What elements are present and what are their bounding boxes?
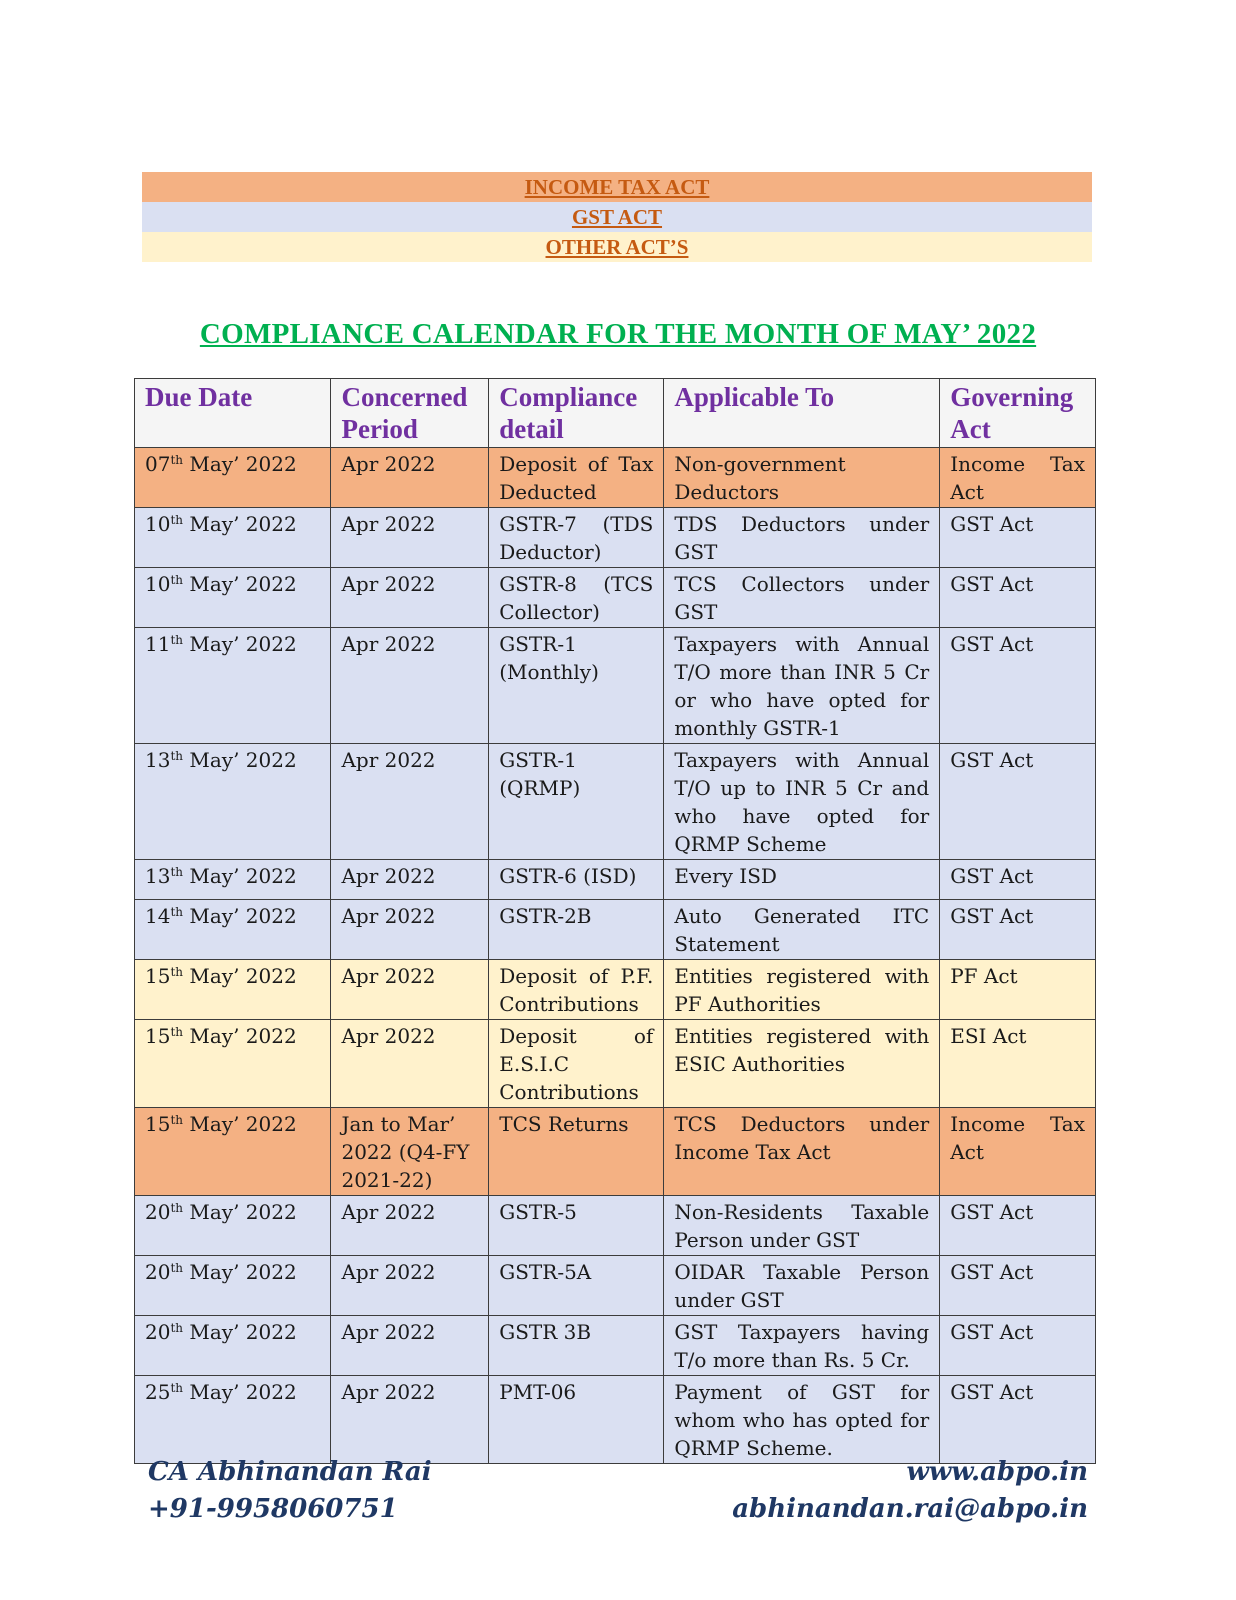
- applicable-to-cell: Entities registered with ESIC Authorities: [664, 1020, 940, 1108]
- due-date-cell: [135, 1196, 331, 1256]
- due-month: May’ 2022: [183, 864, 297, 888]
- due-day: 25: [145, 1380, 171, 1404]
- governing-act-cell: GST Act: [940, 1376, 1096, 1464]
- compliance-detail-cell: GSTR-1 (QRMP): [489, 744, 664, 860]
- compliance-detail-cell: GSTR 3B: [489, 1316, 664, 1376]
- period-cell: Apr 2022: [331, 744, 489, 860]
- day-suffix: th: [170, 1201, 184, 1215]
- due-month: May’ 2022: [183, 904, 297, 928]
- compliance-detail-cell: GSTR-2B: [489, 900, 664, 960]
- applicable-to-cell: TCS Deductors under Income Tax Act: [664, 1108, 940, 1196]
- governing-act-cell: Income Tax Act: [940, 1108, 1096, 1196]
- due-month: May’ 2022: [183, 452, 297, 476]
- period-cell: Apr 2022: [331, 860, 489, 900]
- compliance-detail-cell: GSTR-8 (TCS Collector): [489, 568, 664, 628]
- due-month: May’ 2022: [183, 1200, 297, 1224]
- governing-act-cell: ESI Act: [940, 1020, 1096, 1108]
- due-day: 14: [145, 904, 171, 928]
- period-cell: Apr 2022: [331, 1316, 489, 1376]
- due-month: May’ 2022: [183, 1380, 297, 1404]
- table-row: [135, 448, 1096, 508]
- table-row: [135, 568, 1096, 628]
- legend-gst-act: GST ACT: [142, 202, 1092, 232]
- compliance-detail-cell: TCS Returns: [489, 1108, 664, 1196]
- applicable-to-cell: Non-government Deductors: [664, 448, 940, 508]
- period-cell: Apr 2022: [331, 1376, 489, 1464]
- period-cell: Jan to Mar’ 2022 (Q4-FY 2021-22): [331, 1108, 489, 1196]
- day-suffix: th: [170, 1381, 184, 1395]
- applicable-to-cell: TDS Deductors under GST: [664, 508, 940, 568]
- period-cell: Apr 2022: [331, 628, 489, 744]
- author-name: CA Abhinandan Rai: [148, 1457, 432, 1487]
- compliance-detail-cell: PMT-06: [489, 1376, 664, 1464]
- table-row: [135, 1316, 1096, 1376]
- due-month: May’ 2022: [183, 1320, 297, 1344]
- applicable-to-cell: Taxpayers with Annual T/O up to INR 5 Cr and who have opted for QRMP Scheme: [664, 744, 940, 860]
- due-date-cell: [135, 1020, 331, 1108]
- due-month: May’ 2022: [183, 572, 297, 596]
- due-date-cell: [135, 1108, 331, 1196]
- compliance-detail-cell: Deposit of E.S.I.C Contributions: [489, 1020, 664, 1108]
- compliance-detail-cell: GSTR-7 (TDS Deductor): [489, 508, 664, 568]
- due-day: 20: [145, 1320, 171, 1344]
- due-date-cell: [135, 1376, 331, 1464]
- period-cell: Apr 2022: [331, 508, 489, 568]
- period-cell: Apr 2022: [331, 900, 489, 960]
- compliance-detail-cell: GSTR-5A: [489, 1256, 664, 1316]
- period-cell: Apr 2022: [331, 448, 489, 508]
- governing-act-cell: GST Act: [940, 628, 1096, 744]
- table-row: [135, 1256, 1096, 1316]
- compliance-detail-cell: GSTR-5: [489, 1196, 664, 1256]
- due-date-cell: [135, 508, 331, 568]
- header-applicable-to: Applicable To: [664, 379, 940, 448]
- footer-links: [732, 1454, 1088, 1528]
- table-row: [135, 744, 1096, 860]
- due-day: 15: [145, 964, 171, 988]
- governing-act-cell: GST Act: [940, 1316, 1096, 1376]
- footer-contact: [148, 1454, 432, 1528]
- compliance-detail-cell: Deposit of Tax Deducted: [489, 448, 664, 508]
- governing-act-cell: GST Act: [940, 568, 1096, 628]
- governing-act-cell: GST Act: [940, 860, 1096, 900]
- table-row: [135, 1020, 1096, 1108]
- table-row: [135, 860, 1096, 900]
- due-day: 11: [145, 632, 171, 656]
- due-month: May’ 2022: [183, 964, 297, 988]
- website-link[interactable]: www.abpo.in: [906, 1457, 1088, 1487]
- due-date-cell: [135, 900, 331, 960]
- table-row: [135, 1376, 1096, 1464]
- governing-act-cell: GST Act: [940, 1196, 1096, 1256]
- table-row: [135, 1108, 1096, 1196]
- due-date-cell: [135, 568, 331, 628]
- due-month: May’ 2022: [183, 512, 297, 536]
- period-cell: Apr 2022: [331, 1196, 489, 1256]
- applicable-to-cell: OIDAR Taxable Person under GST: [664, 1256, 940, 1316]
- table-row: [135, 900, 1096, 960]
- due-day: 20: [145, 1260, 171, 1284]
- day-suffix: th: [170, 1113, 184, 1127]
- day-suffix: th: [170, 1321, 184, 1335]
- applicable-to-cell: Payment of GST for whom who has opted for QRMP Scheme.: [664, 1376, 940, 1464]
- header-concerned-period: Concerned Period: [331, 379, 489, 448]
- table-row: [135, 1196, 1096, 1256]
- table-row: [135, 628, 1096, 744]
- due-month: May’ 2022: [183, 1260, 297, 1284]
- due-month: May’ 2022: [183, 1024, 297, 1048]
- due-day: 10: [145, 572, 171, 596]
- header-due-date: Due Date: [135, 379, 331, 448]
- due-month: May’ 2022: [183, 748, 297, 772]
- due-date-cell: [135, 1316, 331, 1376]
- table-header-row: [135, 379, 1096, 448]
- compliance-table: [134, 378, 1096, 1464]
- due-date-cell: [135, 860, 331, 900]
- applicable-to-cell: Non-Residents Taxable Person under GST: [664, 1196, 940, 1256]
- due-date-cell: [135, 448, 331, 508]
- due-day: 10: [145, 512, 171, 536]
- period-cell: Apr 2022: [331, 1256, 489, 1316]
- governing-act-cell: GST Act: [940, 900, 1096, 960]
- period-cell: Apr 2022: [331, 568, 489, 628]
- due-day: 15: [145, 1024, 171, 1048]
- day-suffix: th: [170, 633, 184, 647]
- applicable-to-cell: Entities registered with PF Authorities: [664, 960, 940, 1020]
- due-day: 20: [145, 1200, 171, 1224]
- table-row: [135, 960, 1096, 1020]
- header-compliance-detail: Compliance detail: [489, 379, 664, 448]
- governing-act-cell: GST Act: [940, 1256, 1096, 1316]
- applicable-to-cell: Auto Generated ITC Statement: [664, 900, 940, 960]
- due-date-cell: [135, 960, 331, 1020]
- day-suffix: th: [170, 749, 184, 763]
- day-suffix: th: [170, 865, 184, 879]
- legend-other-acts: OTHER ACT’S: [142, 232, 1092, 262]
- legend-income-tax-act: INCOME TAX ACT: [142, 172, 1092, 202]
- governing-act-cell: PF Act: [940, 960, 1096, 1020]
- due-date-cell: [135, 1256, 331, 1316]
- due-day: 07: [145, 452, 171, 476]
- due-day: 13: [145, 748, 171, 772]
- page-title: COMPLIANCE CALENDAR FOR THE MONTH OF MAY’ 2022: [199, 318, 1037, 350]
- legend: [142, 172, 1092, 262]
- due-date-cell: [135, 628, 331, 744]
- applicable-to-cell: Taxpayers with Annual T/O more than INR 5 Cr or who have opted for monthly GSTR-1: [664, 628, 940, 744]
- day-suffix: th: [170, 965, 184, 979]
- day-suffix: th: [170, 513, 184, 527]
- governing-act-cell: GST Act: [940, 744, 1096, 860]
- email-link[interactable]: abhinandan.rai@abpo.in: [732, 1494, 1088, 1524]
- applicable-to-cell: TCS Collectors under GST: [664, 568, 940, 628]
- applicable-to-cell: Every ISD: [664, 860, 940, 900]
- due-day: 15: [145, 1112, 171, 1136]
- period-cell: Apr 2022: [331, 960, 489, 1020]
- day-suffix: th: [170, 453, 184, 467]
- period-cell: Apr 2022: [331, 1020, 489, 1108]
- compliance-detail-cell: GSTR-6 (ISD): [489, 860, 664, 900]
- day-suffix: th: [170, 1025, 184, 1039]
- governing-act-cell: Income Tax Act: [940, 448, 1096, 508]
- compliance-detail-cell: Deposit of P.F. Contributions: [489, 960, 664, 1020]
- compliance-detail-cell: GSTR-1 (Monthly): [489, 628, 664, 744]
- applicable-to-cell: GST Taxpayers having T/o more than Rs. 5 Cr.: [664, 1316, 940, 1376]
- due-date-cell: [135, 744, 331, 860]
- day-suffix: th: [170, 905, 184, 919]
- day-suffix: th: [170, 573, 184, 587]
- due-month: May’ 2022: [183, 1112, 297, 1136]
- governing-act-cell: GST Act: [940, 508, 1096, 568]
- table-row: [135, 508, 1096, 568]
- due-day: 13: [145, 864, 171, 888]
- due-month: May’ 2022: [183, 632, 297, 656]
- day-suffix: th: [170, 1261, 184, 1275]
- header-governing-act: Governing Act: [940, 379, 1096, 448]
- phone-number: +91-9958060751: [148, 1494, 398, 1524]
